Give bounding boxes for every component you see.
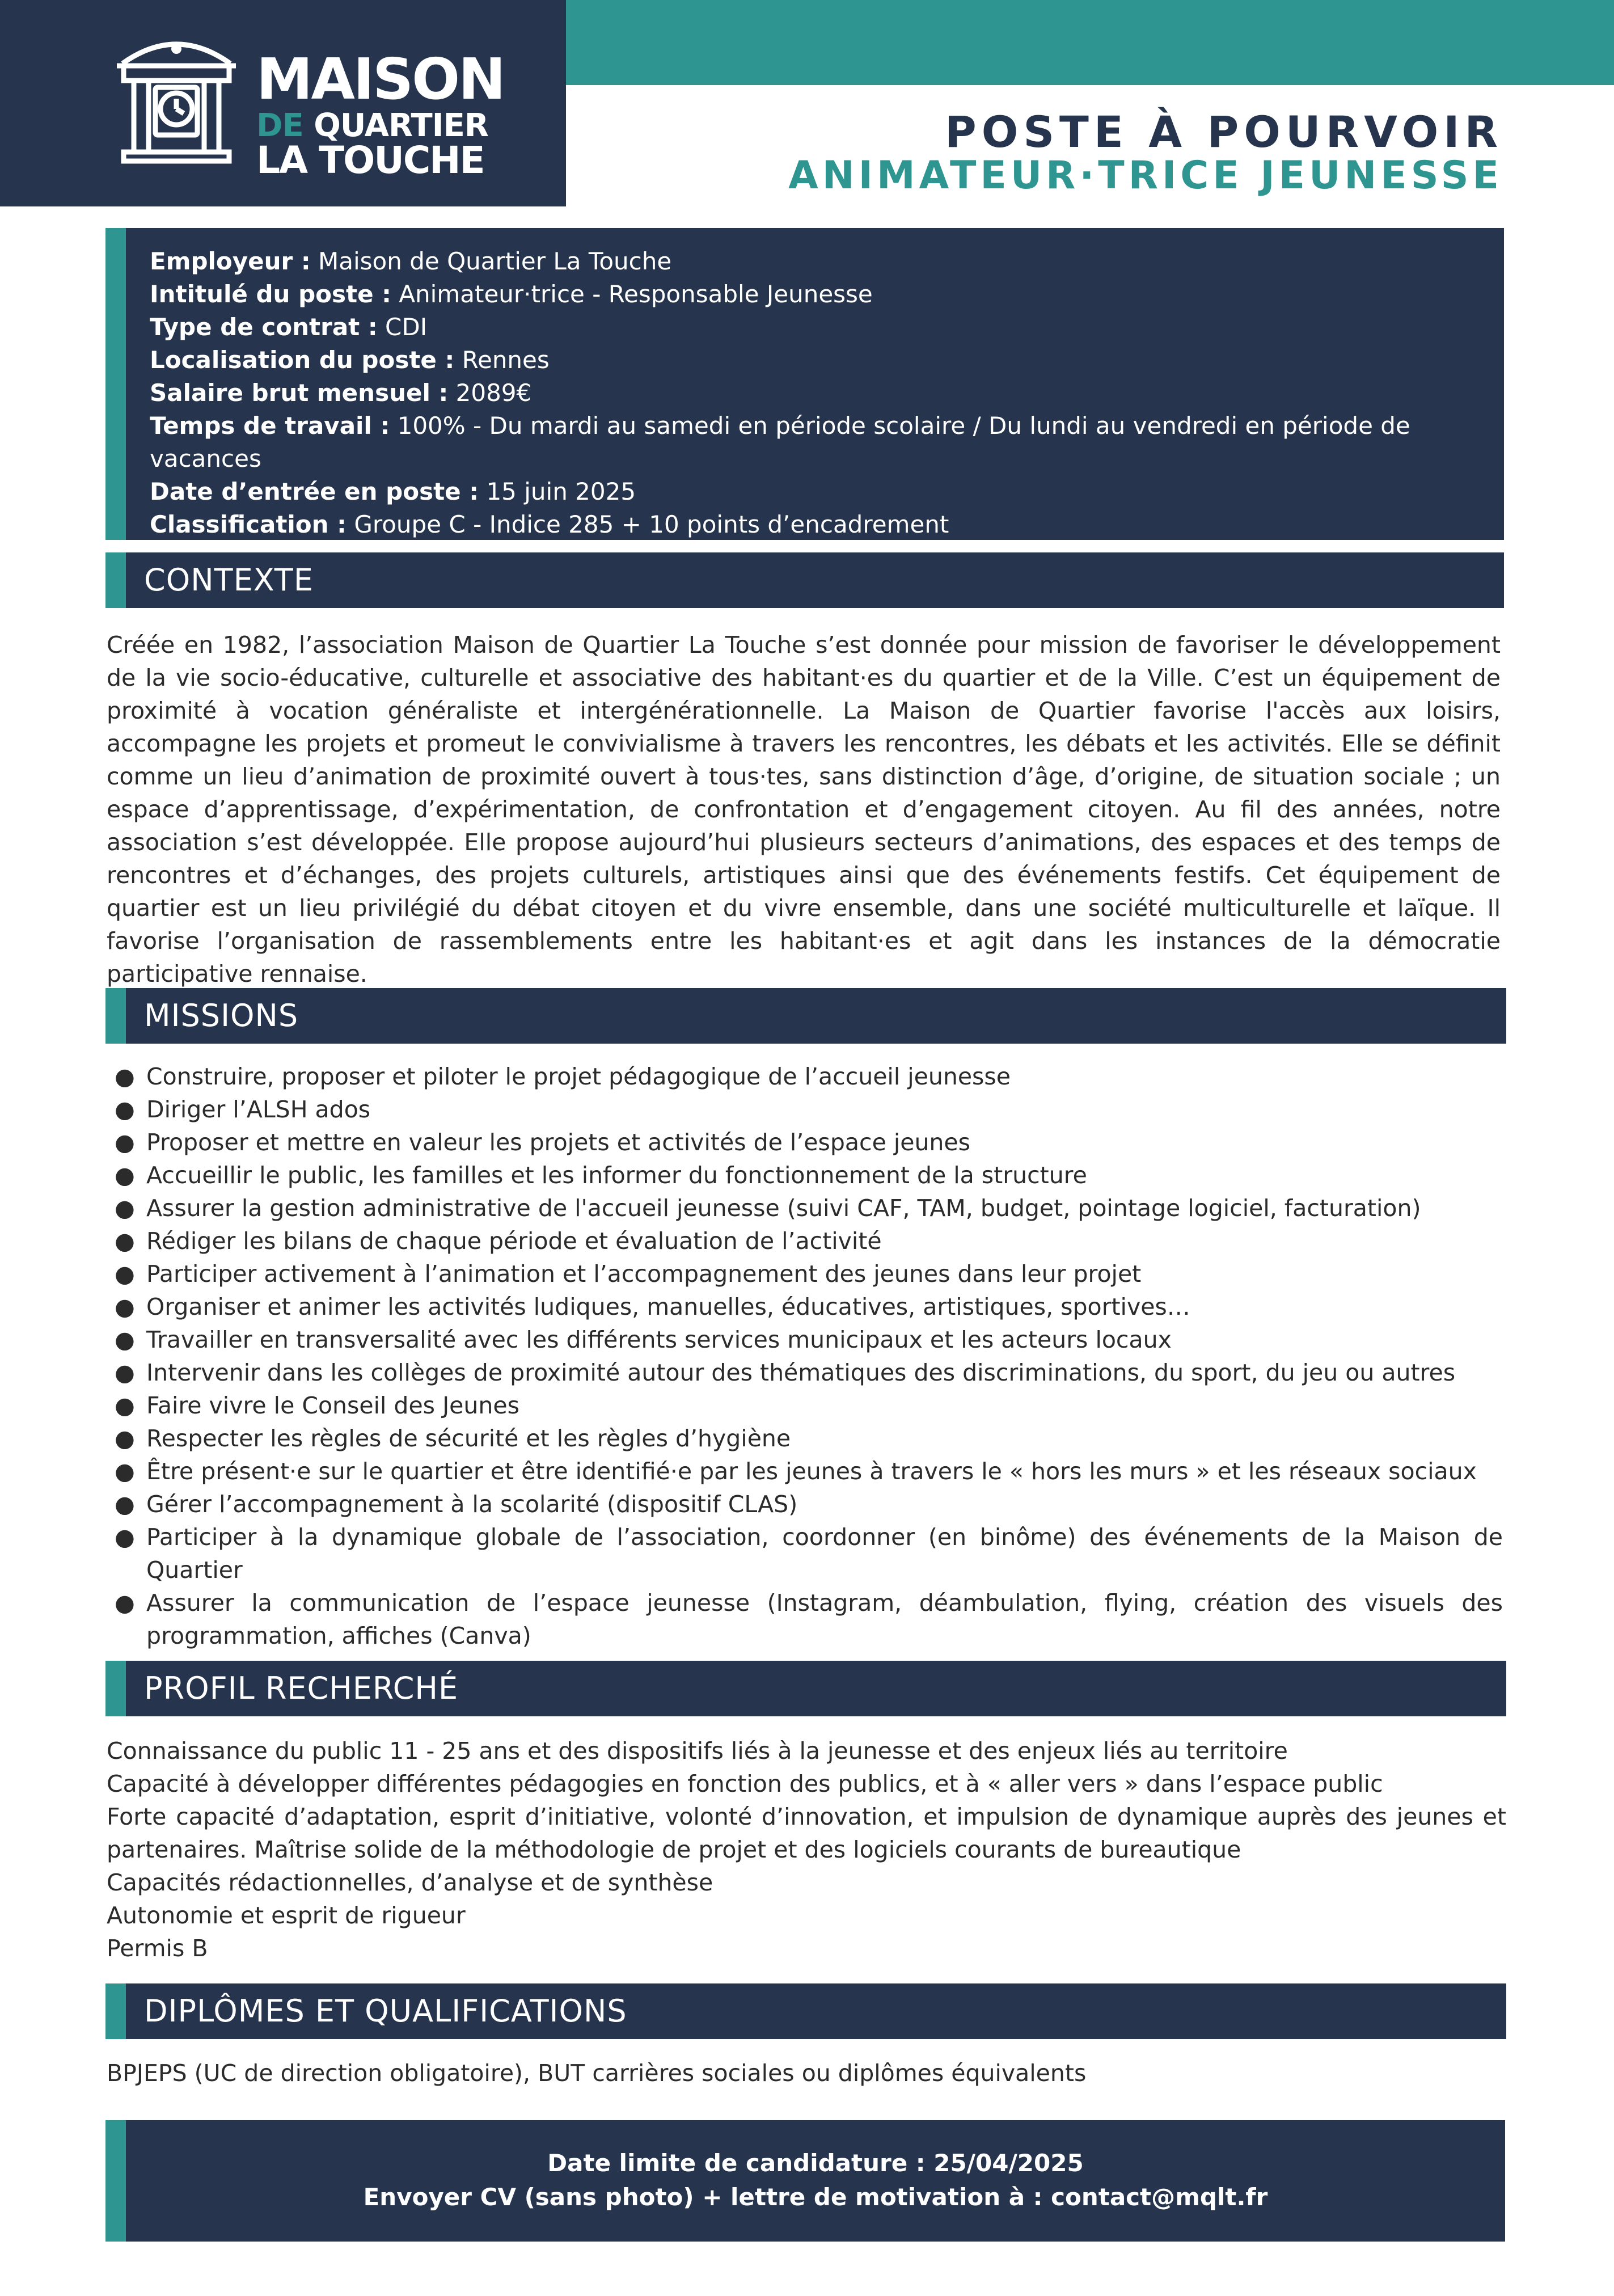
logo-line-maison: MAISON bbox=[256, 46, 504, 112]
bullet-icon: ● bbox=[115, 1458, 135, 1485]
section-title-contexte: CONTEXTE bbox=[144, 562, 314, 598]
section-title-missions: MISSIONS bbox=[144, 998, 299, 1033]
profil-line: Capacité à développer différentes pédagogies en fonction des publics, et à « aller vers » dans l’espace public bbox=[107, 1770, 1383, 1797]
page-title: POSTE À POURVOIR bbox=[945, 107, 1503, 157]
contexte-text: Créée en 1982, l’association Maison de Quartier La Touche s’est donnée pour mission de favoriser le développement de la vie socio-éducative, culturelle et associative des habitant·es du quartier et de la Ville. C’est un équipement de proximité à vocation généraliste et intergénérationnelle. La Maison de Quartier favorise l'accès aux loisirs, accompagne les projets et promeut le convivialisme à travers les rencontres, les débats et les activités. Elle se définit comme un lieu d’animation de proximité ouvert à tous·tes, sans distinction d’âge, d’origine, de situation sociale ; un espace d’apprentissage, d’expérimentation, de confrontation et d’engagement citoyen. Au fil des années, notre association s’est développée. Elle propose aujourd’hui plusieurs secteurs d’animations, des espaces et des temps de rencontres et d’échanges, des projets culturels, artistiques ainsi que des événements festifs. Cet équipement de quartier est un lieu privilégié du débat citoyen et du vivre ensemble, dans une société multiculturelle et laïque. Il favorise l’organisation de rassemblements entre les habitant·es et agit dans les instances de la démocratie participative rennaise. bbox=[107, 631, 1501, 987]
bullet-icon: ● bbox=[115, 1096, 135, 1123]
bullet-icon: ● bbox=[115, 1063, 135, 1090]
missions-list bbox=[107, 1060, 1503, 1652]
bullet-icon: ● bbox=[115, 1523, 135, 1551]
list-item: ● Travailler en transversalité avec les différents services municipaux et les acteurs locaux bbox=[107, 1323, 1503, 1356]
section-header-contexte bbox=[105, 552, 1504, 608]
list-item: ● Participer activement à l’animation et l’accompagnement des jeunes dans leur projet bbox=[107, 1257, 1503, 1290]
profil-line: Permis B bbox=[107, 1935, 208, 1962]
list-item: ● Organiser et animer les activités ludiques, manuelles, éducatives, artistiques, sportives… bbox=[107, 1290, 1503, 1323]
clock-tower-logo-icon bbox=[111, 31, 242, 164]
bullet-icon: ● bbox=[115, 1425, 135, 1452]
send-cv-text: Envoyer CV (sans photo) + lettre de motivation à : contact@mqlt.fr bbox=[363, 2183, 1268, 2211]
list-item: ● Assurer la gestion administrative de l'accueil jeunesse (suivi CAF, TAM, budget, pointage logiciel, facturation) bbox=[107, 1192, 1503, 1225]
list-item: ● Construire, proposer et piloter le projet pédagogique de l’accueil jeunesse bbox=[107, 1060, 1503, 1093]
list-item: ● Rédiger les bilans de chaque période et évaluation de l’activité bbox=[107, 1225, 1503, 1257]
deadline-text: Date limite de candidature : 25/04/2025 bbox=[547, 2149, 1084, 2177]
bullet-icon: ● bbox=[115, 1129, 135, 1156]
info-row-salaire: Salaire brut mensuel : 2089€ bbox=[150, 379, 532, 407]
info-row-temps: Temps de travail : 100% - Du mardi au samedi en période scolaire / Du lundi au vendredi en période de vacances bbox=[150, 412, 1410, 472]
list-item: ● Diriger l’ALSH ados bbox=[107, 1093, 1503, 1126]
section-title-diplomes: DIPLÔMES ET QUALIFICATIONS bbox=[144, 1993, 627, 2029]
list-item: ● Participer à la dynamique globale de l’association, coordonner (en binôme) des événements de la Maison de Quartier bbox=[107, 1521, 1503, 1586]
logo-wordmark bbox=[256, 46, 504, 182]
job-info-box bbox=[105, 228, 1504, 540]
info-row-contrat: Type de contrat : CDI bbox=[150, 313, 428, 341]
application-footer-box bbox=[105, 2120, 1505, 2242]
bullet-icon: ● bbox=[115, 1491, 135, 1518]
logo-quartier: QUARTIER bbox=[303, 107, 488, 144]
logo-line-quartier bbox=[256, 107, 504, 144]
section-title-profil: PROFIL RECHERCHÉ bbox=[144, 1670, 459, 1706]
list-item: ● Faire vivre le Conseil des Jeunes bbox=[107, 1389, 1503, 1422]
bullet-icon: ● bbox=[115, 1326, 135, 1353]
section-header-diplomes bbox=[105, 1983, 1506, 2039]
list-item: ● Respecter les règles de sécurité et les règles d’hygiène bbox=[107, 1422, 1503, 1455]
info-row-intitule: Intitulé du poste : Animateur·trice - Responsable Jeunesse bbox=[150, 280, 873, 308]
info-row-classification: Classification : Groupe C - Indice 285 + 10 points d’encadrement bbox=[150, 510, 949, 538]
info-row-localisation: Localisation du poste : Rennes bbox=[150, 346, 550, 374]
info-row-employeur: Employeur : Maison de Quartier La Touche bbox=[150, 247, 672, 275]
bullet-icon: ● bbox=[115, 1227, 135, 1255]
logo-de: DE bbox=[256, 107, 303, 144]
diplomes-text: BPJEPS (UC de direction obligatoire), BUT carrières sociales ou diplômes équivalents bbox=[107, 2059, 1087, 2087]
profil-line: Connaissance du public 11 - 25 ans et des dispositifs liés à la jeunesse et des enjeux liés au territoire bbox=[107, 1737, 1288, 1765]
contexte-paragraph bbox=[107, 628, 1501, 990]
page-subtitle: ANIMATEUR·TRICE JEUNESSE bbox=[788, 153, 1503, 198]
bullet-icon: ● bbox=[115, 1162, 135, 1189]
bullet-icon: ● bbox=[115, 1392, 135, 1419]
bullet-icon: ● bbox=[115, 1589, 135, 1617]
bullet-icon: ● bbox=[115, 1293, 135, 1320]
info-row-date: Date d’entrée en poste : 15 juin 2025 bbox=[150, 478, 636, 505]
logo-line-la-touche: LA TOUCHE bbox=[256, 138, 484, 182]
profil-line: Forte capacité d’adaptation, esprit d’initiative, volonté d’innovation, et impulsion de dynamique auprès des jeunes et partenaires. Maîtrise solide de la méthodologie de projet et des logiciels courants de bureautique bbox=[107, 1803, 1506, 1863]
list-item: ● Accueillir le public, les familles et les informer du fonctionnement de la structure bbox=[107, 1159, 1503, 1192]
list-item: ● Gérer l’accompagnement à la scolarité (dispositif CLAS) bbox=[107, 1488, 1503, 1521]
profil-line: Capacités rédactionnelles, d’analyse et de synthèse bbox=[107, 1869, 713, 1896]
list-item: ● Assurer la communication de l’espace jeunesse (Instagram, déambulation, flying, création des visuels des programmation, affiches (Canva) bbox=[107, 1586, 1503, 1652]
profil-line: Autonomie et esprit de rigueur bbox=[107, 1902, 466, 1929]
bullet-icon: ● bbox=[115, 1260, 135, 1288]
list-item: ● Être présent·e sur le quartier et être identifié·e par les jeunes à travers le « hors les murs » et les réseaux sociaux bbox=[107, 1455, 1503, 1488]
profil-lines bbox=[107, 1734, 1506, 1965]
list-item: ● Intervenir dans les collèges de proximité autour des thématiques des discriminations, du sport, du jeu ou autres bbox=[107, 1356, 1503, 1389]
list-item: ● Proposer et mettre en valeur les projets et activités de l’espace jeunes bbox=[107, 1126, 1503, 1159]
section-header-profil bbox=[105, 1661, 1506, 1716]
bullet-icon: ● bbox=[115, 1195, 135, 1222]
bullet-icon: ● bbox=[115, 1359, 135, 1386]
section-header-missions bbox=[105, 988, 1506, 1044]
